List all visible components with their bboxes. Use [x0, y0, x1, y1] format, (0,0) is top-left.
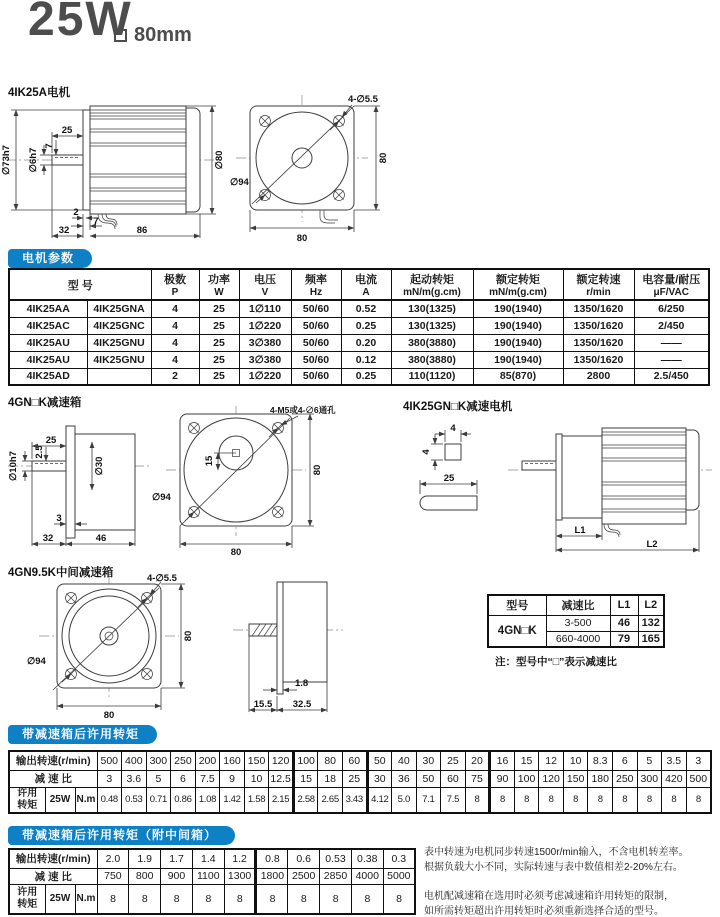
table-row: [488, 615, 664, 631]
cell: 6/250: [634, 300, 709, 317]
cell: 75: [465, 770, 490, 787]
cell: 3.6: [122, 770, 147, 787]
cell: 190(1940): [473, 317, 563, 334]
cell: 4IK25AC: [9, 317, 87, 334]
cell: ——: [634, 351, 709, 368]
lookup-table-note: 注：型号中“□”表示减速比: [495, 656, 617, 668]
col-header-current: 电流 A: [341, 269, 391, 300]
cell: 4: [151, 351, 199, 368]
note-line: 表中转速为电机同步转速1500r/min输入，不含电机转差率。: [424, 847, 689, 858]
key-detail-drawing: [405, 418, 505, 538]
cell: 8: [129, 884, 161, 914]
col-header-poles: 极数 P: [151, 269, 199, 300]
cell: 800: [129, 868, 161, 884]
cell: 80: [318, 751, 343, 770]
note-line: 电机配减速箱在选用时必须考虑减速箱许用转矩的限制，: [424, 891, 674, 902]
cell: 8: [490, 787, 515, 813]
dim-label: 4-∅5.5: [147, 573, 177, 584]
cell: 2500: [288, 868, 320, 884]
cell: 5.0: [392, 787, 417, 813]
cell: 300: [637, 770, 662, 787]
dim-label: 32: [58, 225, 70, 236]
cell: 1.7: [161, 849, 193, 868]
mid-gearbox-front-view-drawing: [25, 572, 220, 722]
cell: 1∅220: [239, 368, 291, 385]
dim-label: ∅80: [214, 150, 225, 170]
dim-label: 86: [136, 225, 148, 236]
dim-label: 80: [103, 710, 115, 721]
row-label-allow: 许用转矩: [9, 884, 45, 914]
cell: 8.3: [588, 751, 613, 770]
col-header-model: 型 号: [9, 269, 151, 300]
col-header-l2: L2: [638, 595, 664, 615]
allowable-torque-mid-table: [8, 848, 416, 915]
cell: 132: [638, 615, 664, 631]
cell: 8: [563, 787, 588, 813]
cell: 8: [161, 884, 193, 914]
dim-label: ∅94: [27, 656, 46, 667]
cell: 5: [637, 751, 662, 770]
row-label-unit: N.m: [75, 884, 97, 914]
cell: 50: [416, 770, 441, 787]
cell: 420: [662, 770, 687, 787]
cell: 5: [146, 770, 171, 787]
row-label-power: 25W: [45, 884, 75, 914]
cell: 0.53: [320, 849, 352, 868]
cell: 79: [610, 631, 638, 647]
row-label-ratio: 减 速 比: [9, 770, 97, 787]
cell: 18: [318, 770, 343, 787]
cell: 2: [151, 368, 199, 385]
col-header-ratio: 减速比: [546, 595, 610, 615]
cell: 3.43: [342, 787, 367, 813]
cell: 4IK25AU: [9, 334, 87, 351]
cell: 8: [351, 884, 383, 914]
cell: 0.8: [256, 849, 288, 868]
cell: 7.5: [195, 770, 220, 787]
cell: 900: [161, 868, 193, 884]
col-header-power: 功率 W: [199, 269, 239, 300]
ratio-length-table: [487, 594, 665, 648]
cell: 4IK25AA: [9, 300, 87, 317]
cell: 46: [610, 615, 638, 631]
motor-front-view-drawing: [228, 92, 413, 244]
cell: 190(1940): [473, 334, 563, 351]
cell: 50/60: [291, 300, 341, 317]
cell: 0.38: [351, 849, 383, 868]
dim-label: 4: [421, 449, 432, 455]
cell: 25: [441, 751, 466, 770]
cell: 90: [490, 770, 515, 787]
ratio-row: [9, 770, 711, 787]
dim-label: 1.8: [295, 678, 309, 689]
cell: 300: [146, 751, 171, 770]
cell: 8: [97, 884, 129, 914]
cell: 30: [416, 751, 441, 770]
col-header-rated-speed: 额定转速 r/min: [563, 269, 634, 300]
cell: 6: [171, 770, 196, 787]
cell: 2800: [563, 368, 634, 385]
cell: 1350/1620: [563, 351, 634, 368]
dim-label: 2.5: [34, 445, 45, 459]
cell: 50/60: [291, 334, 341, 351]
gearbox-section-label: 4GN□K减速箱: [8, 397, 82, 409]
table-row: [9, 351, 709, 368]
cell: 100: [514, 770, 539, 787]
table-row: [9, 317, 709, 334]
cell: 25: [199, 334, 239, 351]
cell: 500: [97, 751, 122, 770]
cell: 380(3880): [391, 351, 473, 368]
torque-badge: 带减速箱后许用转矩: [8, 725, 157, 744]
cell: 60: [342, 751, 367, 770]
cell: 25: [199, 368, 239, 385]
dim-label: ∅6h7: [28, 147, 39, 173]
gearbox-side-view-drawing: [2, 404, 157, 556]
dim-label: 15.5: [253, 699, 273, 710]
cell: 4.12: [367, 787, 392, 813]
cell: 8: [514, 787, 539, 813]
cell: 1350/1620: [563, 334, 634, 351]
cell: 3: [97, 770, 122, 787]
col-header-model: 型号: [488, 595, 546, 615]
cell: 8: [320, 884, 352, 914]
cell: 0.52: [341, 300, 391, 317]
cell: 50: [367, 751, 392, 770]
row-label-unit: N.m: [75, 787, 97, 813]
ratio-row: [9, 868, 415, 884]
cell: [87, 368, 151, 385]
cell: 50/60: [291, 351, 341, 368]
cell: 4IK25AD: [9, 368, 87, 385]
dim-label: 80: [312, 464, 323, 476]
cell: 8: [465, 787, 490, 813]
dim-label: L1: [574, 525, 586, 536]
cell: 8: [588, 787, 613, 813]
model-cell: 4GN□K: [488, 615, 546, 647]
cell: 50/60: [291, 368, 341, 385]
geared-motor-section-label: 4IK25GN□K减速电机: [403, 401, 513, 413]
dim-label: ∅94: [230, 177, 249, 188]
cell: 0.86: [171, 787, 196, 813]
cell: 2.65: [318, 787, 343, 813]
cell: 110(1120): [391, 368, 473, 385]
dim-label: 15: [204, 455, 215, 467]
cell: 85(870): [473, 368, 563, 385]
dim-label: 25: [61, 125, 73, 136]
cell: 4: [151, 300, 199, 317]
gearbox-front-view-drawing: [150, 404, 350, 556]
cell: 4IK25GNA: [87, 300, 151, 317]
cell: 400: [122, 751, 147, 770]
cell: 16: [490, 751, 515, 770]
dim-label: 46: [95, 533, 107, 544]
torque-row: [9, 884, 415, 914]
dim-label: 4: [450, 423, 456, 434]
cell: 1100: [192, 868, 224, 884]
dim-label: 32: [42, 533, 54, 544]
cell: 1800: [256, 868, 288, 884]
cell: 2.58: [293, 787, 318, 813]
cell: 10: [244, 770, 269, 787]
dim-label: ∅10h7: [8, 451, 19, 481]
cell: 5000: [383, 868, 415, 884]
table-row: [9, 334, 709, 351]
cell: 30: [367, 770, 392, 787]
cell: 120: [269, 751, 294, 770]
cell: 0.6: [288, 849, 320, 868]
dim-label: 7: [93, 216, 99, 227]
cell: 750: [97, 868, 129, 884]
mid-gearbox-side-view-drawing: [225, 572, 355, 722]
dim-label: 32.5: [292, 699, 312, 710]
cell: 4: [151, 334, 199, 351]
cell: 1.42: [220, 787, 245, 813]
cell: 20: [465, 751, 490, 770]
cell: 8: [539, 787, 564, 813]
cell: 190(1940): [473, 351, 563, 368]
cell: 165: [638, 631, 664, 647]
page-title: 25W: [28, 0, 133, 46]
cell: 4IK25GNU: [87, 351, 151, 368]
cell: 25: [342, 770, 367, 787]
cell: 3-500: [546, 615, 610, 631]
cell: 8: [662, 787, 687, 813]
motor-section-label: 4IK25A电机: [8, 87, 70, 99]
header-row: [9, 269, 709, 300]
dim-label: 80: [378, 152, 389, 164]
cell: 0.25: [341, 317, 391, 334]
cell: 1300: [224, 868, 256, 884]
col-header-voltage: 电压 V: [239, 269, 291, 300]
cell: 2850: [320, 868, 352, 884]
cell: 0.48: [97, 787, 122, 813]
dim-label: 3: [56, 513, 62, 524]
cell: 1350/1620: [563, 317, 634, 334]
cell: 4000: [351, 868, 383, 884]
cell: 4IK25AU: [9, 351, 87, 368]
cell: 4IK25GNU: [87, 334, 151, 351]
row-label-speed: 输出转速(r/min): [9, 751, 97, 770]
dim-label: 4-M5或4-∅6通孔: [270, 405, 336, 415]
dim-label: 25: [443, 473, 455, 484]
cell: 120: [539, 770, 564, 787]
motor-side-view-drawing: [0, 96, 235, 244]
cell: 1.08: [195, 787, 220, 813]
cell: 9: [220, 770, 245, 787]
mid-gearbox-section-label: 4GN9.5K中间减速箱: [8, 567, 114, 579]
dim-label: 80: [183, 630, 194, 642]
motor-params-table: [8, 268, 710, 386]
cell: 500: [686, 770, 711, 787]
cell: 190(1940): [473, 300, 563, 317]
cell: 380(3880): [391, 334, 473, 351]
cell: 0.25: [341, 368, 391, 385]
col-header-l1: L1: [610, 595, 638, 615]
cell: 150: [563, 770, 588, 787]
cell: 8: [612, 787, 637, 813]
cell: 2.15: [269, 787, 294, 813]
dim-label: ∅30: [94, 456, 105, 476]
cell: 0.53: [122, 787, 147, 813]
col-header-rated-torque: 额定转矩 mN/m(g.cm): [473, 269, 563, 300]
cell: 8: [686, 787, 711, 813]
cell: 12: [539, 751, 564, 770]
row-label-speed: 输出转速(r/min): [9, 849, 97, 868]
speed-row: [9, 849, 415, 868]
cell: 660-4000: [546, 631, 610, 647]
cell: 100: [293, 751, 318, 770]
dim-label: 4-∅5.5: [348, 94, 378, 105]
footnotes: [424, 845, 718, 917]
cell: 0.3: [383, 849, 415, 868]
cell: 8: [192, 884, 224, 914]
cell: 160: [220, 751, 245, 770]
cell: 2.5/450: [634, 368, 709, 385]
cell: 0.12: [341, 351, 391, 368]
cell: 25: [199, 351, 239, 368]
cell: 0.20: [341, 334, 391, 351]
cell: 250: [612, 770, 637, 787]
cell: 180: [588, 770, 613, 787]
cell: 8: [383, 884, 415, 914]
cell: 8: [256, 884, 288, 914]
cell: 3.5: [662, 751, 687, 770]
cell: 1∅220: [239, 317, 291, 334]
frame-size: [114, 24, 192, 47]
cell: 1.2: [224, 849, 256, 868]
cell: 130(1325): [391, 317, 473, 334]
table-row: [9, 368, 709, 385]
dim-label: 80: [296, 233, 308, 244]
cell: 1∅110: [239, 300, 291, 317]
note-line: 根据负载大小不同，实际转速与表中数值相差2-20%左右。: [424, 862, 683, 873]
cell: 36: [392, 770, 417, 787]
cell: 1.4: [192, 849, 224, 868]
dim-label: 7: [44, 143, 55, 149]
square-frame-icon: [114, 29, 127, 42]
geared-motor-side-view-drawing: [500, 410, 718, 555]
col-header-start-torque: 起动转矩 mN/m(g.cm): [391, 269, 473, 300]
row-label-ratio: 减 速 比: [9, 868, 97, 884]
allowable-torque-table: [8, 750, 712, 814]
torque-row: [9, 787, 711, 813]
cell: 3: [686, 751, 711, 770]
table-row: [9, 300, 709, 317]
cell: 0.71: [146, 787, 171, 813]
frame-size-label: 80mm: [134, 24, 192, 46]
params-badge: 电机参数: [8, 249, 92, 268]
dim-label: L2: [646, 539, 658, 550]
cell: 1.58: [244, 787, 269, 813]
cell: 4IK25GNC: [87, 317, 151, 334]
cell: 15: [293, 770, 318, 787]
dim-label: ∅94: [152, 492, 171, 503]
cell: 250: [171, 751, 196, 770]
cell: 200: [195, 751, 220, 770]
cell: 7.5: [441, 787, 466, 813]
cell: 60: [441, 770, 466, 787]
cell: 7.1: [416, 787, 441, 813]
header-row: [488, 595, 664, 615]
cell: 2/450: [634, 317, 709, 334]
cell: 8: [224, 884, 256, 914]
cell: 6: [612, 751, 637, 770]
cell: 3∅380: [239, 334, 291, 351]
cell: 3∅380: [239, 351, 291, 368]
dim-label: 25: [45, 435, 57, 446]
dim-label: 2: [73, 207, 79, 218]
cell: 150: [244, 751, 269, 770]
cell: 8: [637, 787, 662, 813]
cell: 10: [563, 751, 588, 770]
cell: ——: [634, 334, 709, 351]
cell: 130(1325): [391, 300, 473, 317]
row-label-power: 25W: [45, 787, 75, 813]
cell: 1350/1620: [563, 300, 634, 317]
cell: 50/60: [291, 317, 341, 334]
cell: 15: [514, 751, 539, 770]
cell: 1.9: [129, 849, 161, 868]
dim-label: 80: [230, 547, 242, 556]
dim-label: ∅73h7: [1, 145, 12, 175]
cell: 4: [151, 317, 199, 334]
col-header-frequency: 频率 Hz: [291, 269, 341, 300]
note-line: 如所需转矩超出许用转矩时必须重新选择合适的型号。: [424, 906, 664, 917]
speed-row: [9, 751, 711, 770]
col-header-capacitor: 电容量/耐压 μF/VAC: [634, 269, 709, 300]
cell: 8: [288, 884, 320, 914]
row-label-allow: 许用转矩: [9, 787, 45, 813]
cell: 12.5: [269, 770, 294, 787]
cell: 2.0: [97, 849, 129, 868]
cell: 40: [392, 751, 417, 770]
cell: 25: [199, 300, 239, 317]
cell: 25: [199, 317, 239, 334]
torque-mid-badge: 带减速箱后许用转矩（附中间箱）: [8, 826, 235, 845]
